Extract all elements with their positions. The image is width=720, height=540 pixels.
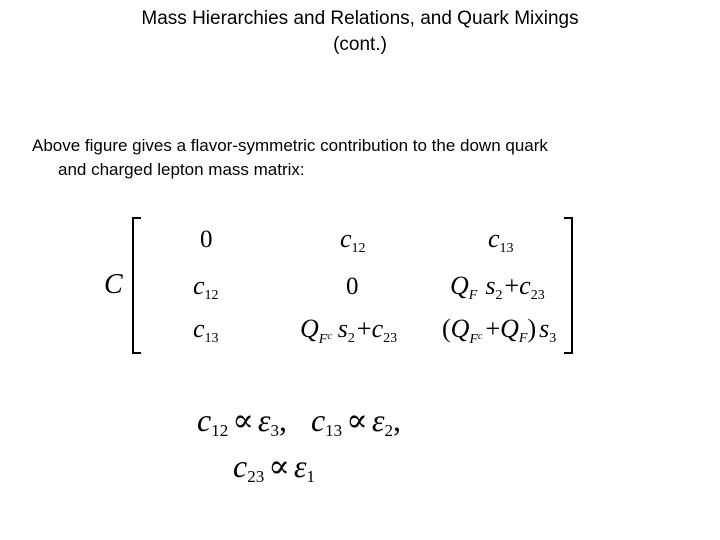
matrix-r1c2: c12 (340, 224, 366, 256)
matrix-r3c3: $(Q_Fc +QF)$ s3 (442, 314, 557, 347)
matrix-prefactor: C (104, 269, 123, 300)
relation-line-1: c12 ∝ ε3, c13 ∝ ε2, (197, 402, 401, 440)
matrix-r3c2: $Q_Fc$ s2+c23 (300, 314, 398, 347)
right-bracket (564, 218, 572, 353)
matrix-r1c3: c13 (488, 224, 514, 256)
left-bracket (133, 218, 141, 353)
relation-line-2: c23 ∝ ε1 (233, 448, 315, 486)
title-line-1: Mass Hierarchies and Relations, and Quark Mixings (141, 8, 579, 29)
body-line-2: and charged lepton mass matrix: (58, 160, 305, 179)
body-line-1: Above figure gives a flavor-symmetric contribution to the down quark (32, 136, 548, 155)
matrix-r2c2: 0 (346, 273, 359, 300)
matrix-r2c1: c12 (193, 271, 219, 303)
matrix-r3c1: c13 (193, 314, 219, 346)
matrix-r1c1: 0 (200, 226, 213, 253)
matrix-r2c3: QF s2+c23 (450, 271, 545, 303)
title-line-2: (cont.) (333, 34, 387, 55)
